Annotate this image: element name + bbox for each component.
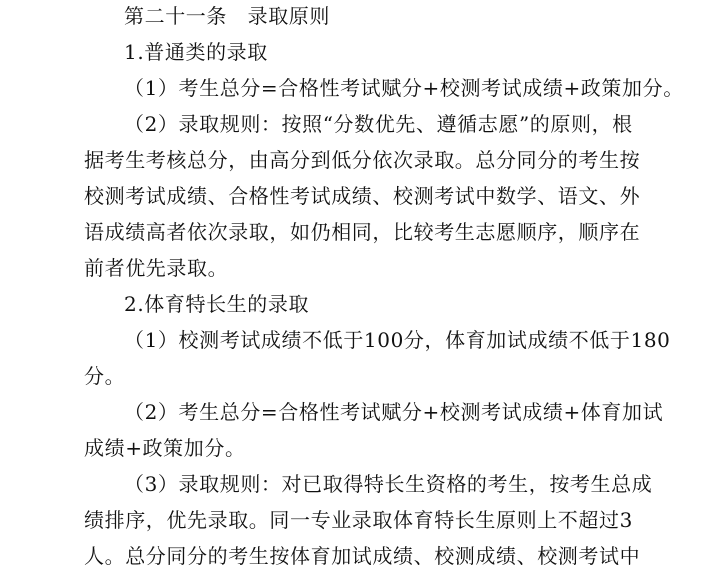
article-title: 第二十一条 录取原则 bbox=[124, 4, 330, 28]
regular-rule-line-5: 前者优先录取。 bbox=[84, 256, 229, 280]
regular-rule-line-4: 语成绩高者依次录取，如仍相同，比较考生志愿顺序，顺序在 bbox=[84, 220, 641, 244]
regular-rule-line-2: 据考生考核总分，由高分到低分依次录取。总分同分的考生按 bbox=[84, 148, 641, 172]
regular-total-formula-line: （1）考生总分=合格性考试赋分+校测考试成绩+政策加分。 bbox=[124, 76, 684, 100]
sports-total-formula-line-1: （2）考生总分=合格性考试赋分+校测考试成绩+体育加试 bbox=[124, 400, 664, 424]
regular-rule-line-3: 校测考试成绩、合格性考试成绩、校测考试中数学、语文、外 bbox=[84, 184, 641, 208]
sports-rule-line-2: 绩排序，优先录取。同一专业录取体育特长生原则上不超过3 bbox=[84, 508, 633, 532]
section-heading-sports: 2.体育特长生的录取 bbox=[124, 292, 310, 316]
sports-rule-line-3: 人。总分同分的考生按体育加试成绩、校测成绩、校测考试中 bbox=[84, 544, 641, 568]
sports-rule-line-1: （3）录取规则：对已取得特长生资格的考生，按考生总成 bbox=[124, 472, 653, 496]
regular-rule-line-1: （2）录取规则：按照“分数优先、遵循志愿”的原则，根 bbox=[124, 112, 633, 136]
sports-total-formula-line-2: 成绩+政策加分。 bbox=[84, 436, 246, 460]
sports-threshold-line-1: （1）校测考试成绩不低于100分，体育加试成绩不低于180 bbox=[124, 328, 671, 352]
sports-threshold-line-2: 分。 bbox=[84, 364, 126, 388]
section-heading-regular: 1.普通类的录取 bbox=[124, 40, 268, 64]
